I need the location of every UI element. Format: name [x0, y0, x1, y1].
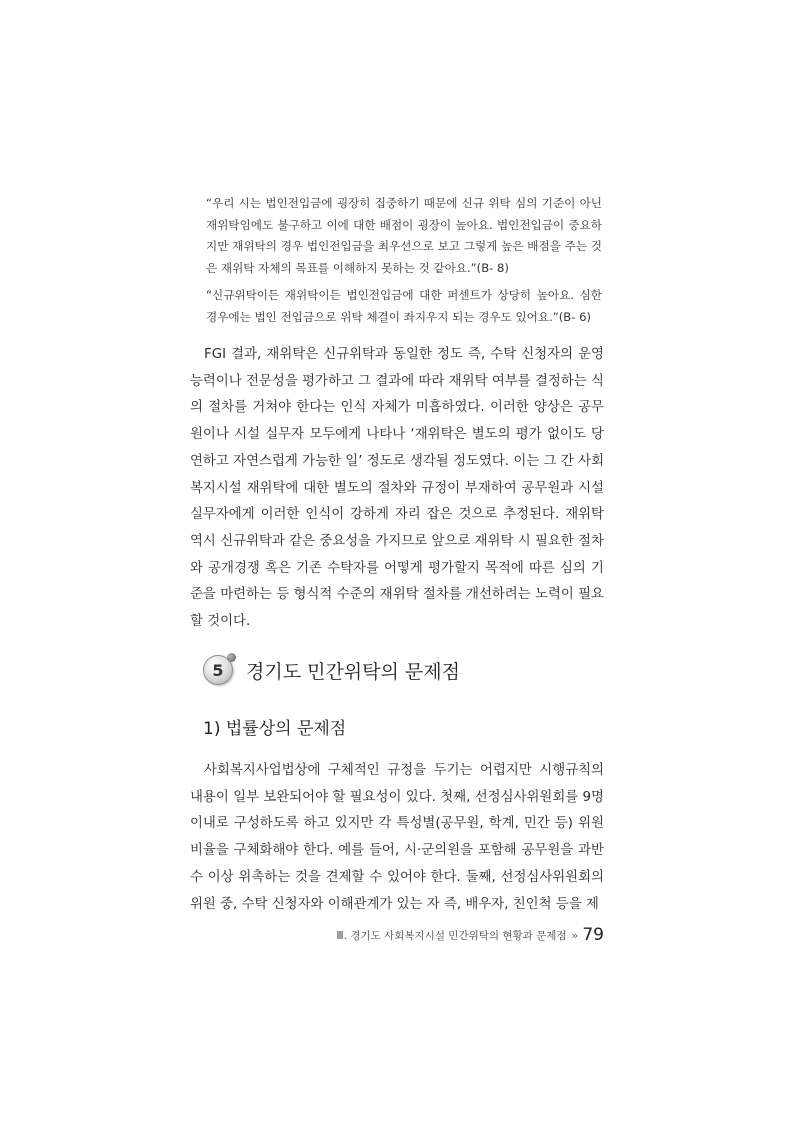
page-footer [330, 925, 604, 945]
quote-text: “신규위탁이든 재위탁이든 법인전입금에 대한 퍼센트가 상당히 높아요. 심한 경우에는 법인 전입금으로 위탁 체결이 좌지우지 되는 경우도 있어요.”(B- 6) [206, 288, 602, 324]
section-number: 5 [212, 660, 224, 680]
badge-dot-icon [227, 653, 236, 662]
running-title: Ⅲ. 경기도 사회복지시설 민간위탁의 현황과 문제점 [336, 929, 567, 942]
double-chevron-icon: ›› [571, 928, 577, 942]
interview-quote-1 [206, 193, 602, 279]
page-number: 79 [582, 925, 604, 945]
section-heading [203, 652, 460, 688]
body-paragraph-legal-issues [190, 758, 604, 918]
body-paragraph-fgi-result [190, 342, 604, 636]
paragraph-text: 사회복지사업법상에 구체적인 규정을 두기는 어렵지만 시행규칙의 내용이 일부 보완되어야 할 필요성이 있다. 첫째, 선정심사위원회를 9명 이내로 구성하도록 하고 있지만 각 특성별(공무원, 학계, 민간 등) 위원 비율을 구체화해야 한다. 예를 들어, 시·군의원을 포함해 공무원을 과반수 이상 위촉하는 것을 견제할 수 있어야 한다. 둘째, 선정심사위원회의 위원 중, 수탁 신청자와 이해관계가 있는 자 즉, 배우자, 친인척 등을 제 [190, 763, 604, 912]
quote-text: “우리 시는 법인전입금에 굉장히 집중하기 때문에 신규 위탁 심의 기준이 아닌 재위탁임에도 불구하고 이에 대한 배점이 굉장이 높아요. 법인전입금이 중요하지만 재위탁의 경우 법인전입금을 최우선으로 보고 그렇게 높은 배점을 주는 것은 재위탁 자체의 목표를 이해하지 못하는 것 같아요.”(B- 8) [206, 196, 602, 275]
interview-quote-2 [206, 285, 602, 328]
paragraph-text: FGI 결과, 재위탁은 신규위탁과 동일한 정도 즉, 수탁 신청자의 운영능력이나 전문성을 평가하고 그 결과에 따라 재위탁 여부를 결정하는 식의 절차를 거쳐야 한다는 인식 자체가 미흡하였다. 이러한 양상은 공무원이나 시설 실무자 모두에게 나타나 ‘재위탁은 별도의 평가 없이도 당연하고 자연스럽게 가능한 일’ 정도로 생각될 정도였다. 이는 그 간 사회복지시설 재위탁에 대한 별도의 절차와 규정이 부재하여 공무원과 시설 실무자에게 이러한 인식이 강하게 자리 잡은 것으로 추정된다. 재위탁 역시 신규위탁과 같은 중요성을 가지므로 앞으로 재위탁 시 필요한 절차와 공개경쟁 혹은 기존 수탁자를 어떻게 평가할지 목적에 따른 심의 기준을 마련하는 등 형식적 수준의 재위탁 절차를 개선하려는 노력이 필요할 것이다. [190, 347, 604, 630]
section-title: 경기도 민간위탁의 문제점 [246, 660, 460, 683]
section-number-badge [203, 655, 233, 685]
subsection-title: 1) 법률상의 문제점 [203, 719, 347, 739]
